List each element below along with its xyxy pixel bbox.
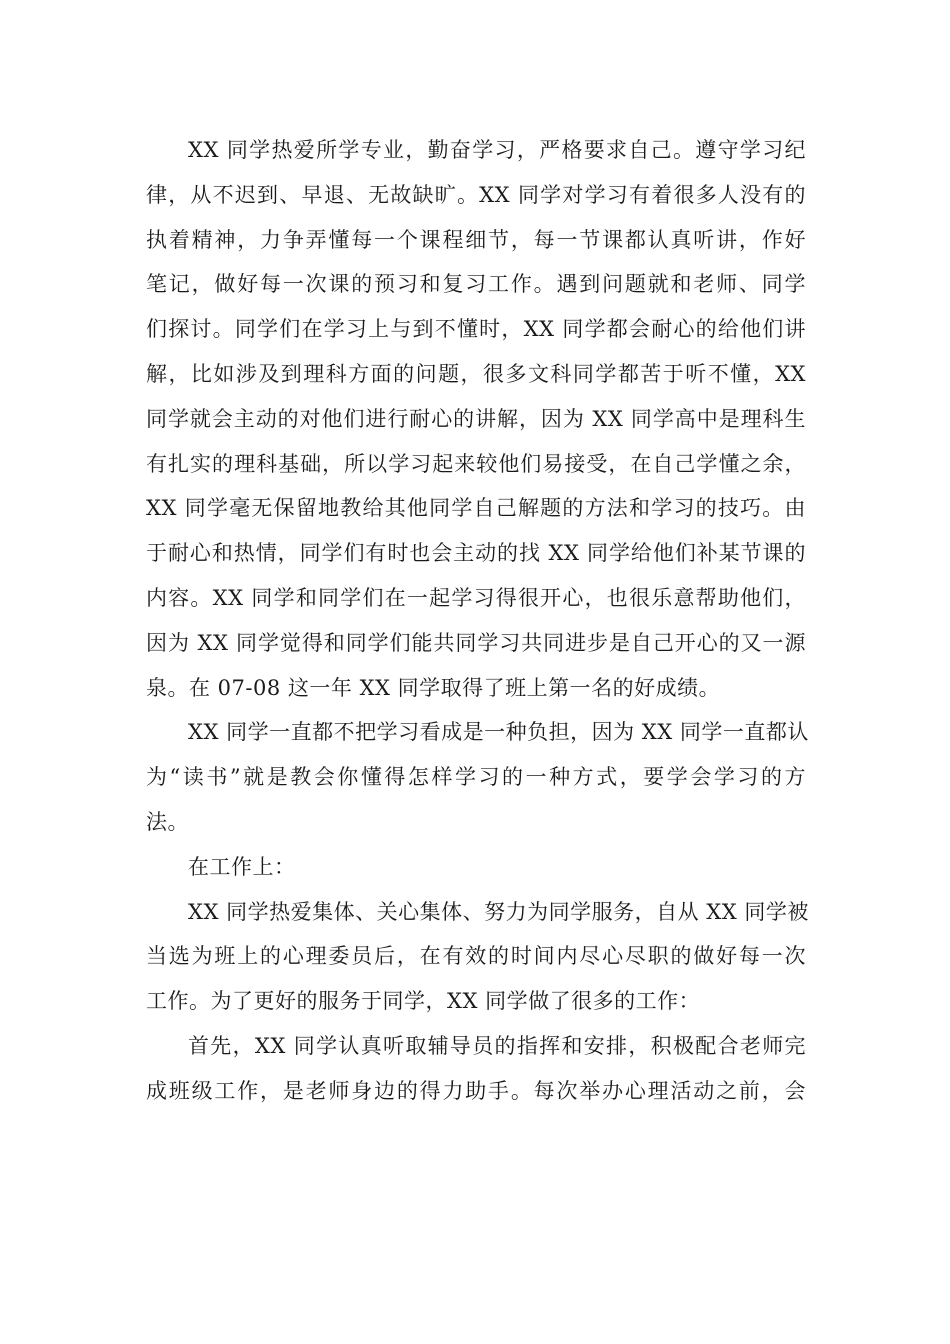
paragraph-line: 为“读书”就是教会你懂得怎样学习的一种方式，要学会学习的方 xyxy=(146,765,806,790)
paragraph-line: 泉。在 07-08 这一年 XX 同学取得了班上第一名的好成绩。 xyxy=(146,675,721,700)
paragraph-line: 同学就会主动的对他们进行耐心的讲解，因为 XX 同学高中是理科生 xyxy=(146,406,806,431)
paragraph-line: 于耐心和热情，同学们有时也会主动的找 XX 同学给他们补某节课的 xyxy=(146,541,806,566)
section-heading: 在工作上： xyxy=(188,854,296,879)
paragraph-line: XX 同学热爱集体、关心集体、努力为同学服务，自从 XX 同学被 xyxy=(188,899,809,924)
paragraph-line: 执着精神，力争弄懂每一个课程细节，每一节课都认真听讲，作好 xyxy=(146,227,806,252)
document-body xyxy=(146,128,809,1114)
paragraph-line: 律，从不迟到、早退、无故缺旷。XX 同学对学习有着很多人没有的 xyxy=(146,182,806,207)
paragraph-line: 有扎实的理科基础，所以学习起来较他们易接受，在自己学懂之余， xyxy=(146,451,806,476)
paragraph-line: 当选为班上的心理委员后，在有效的时间内尽心尽职的做好每一次 xyxy=(146,944,806,969)
paragraph-line: 内容。XX 同学和同学们在一起学习得很开心，也很乐意帮助他们， xyxy=(146,585,806,610)
paragraph-line: 因为 XX 同学觉得和同学们能共同学习共同进步是自己开心的又一源 xyxy=(146,630,806,655)
paragraph-line: 法。 xyxy=(146,809,189,834)
paragraph-line: XX 同学毫无保留地教给其他同学自己解题的方法和学习的技巧。由 xyxy=(146,496,806,521)
paragraph-line: 笔记，做好每一次课的预习和复习工作。遇到问题就和老师、同学 xyxy=(146,272,806,297)
paragraph-line: 解，比如涉及到理科方面的问题，很多文科同学都苦于听不懂，XX xyxy=(146,361,806,386)
paragraph-line: XX 同学一直都不把学习看成是一种负担，因为 XX 同学一直都认 xyxy=(188,720,809,745)
paragraph-line: 成班级工作，是老师身边的得力助手。每次举办心理活动之前，会 xyxy=(146,1078,806,1103)
paragraph-line: 首先，XX 同学认真听取辅导员的指挥和安排，积极配合老师完 xyxy=(188,1033,806,1058)
paragraph-line: 们探讨。同学们在学习上与到不懂时，XX 同学都会耐心的给他们讲 xyxy=(146,317,806,342)
paragraph-line: 工作。为了更好的服务于同学，XX 同学做了很多的工作： xyxy=(146,989,701,1014)
paragraph-line: XX 同学热爱所学专业，勤奋学习，严格要求自己。遵守学习纪 xyxy=(188,138,806,162)
